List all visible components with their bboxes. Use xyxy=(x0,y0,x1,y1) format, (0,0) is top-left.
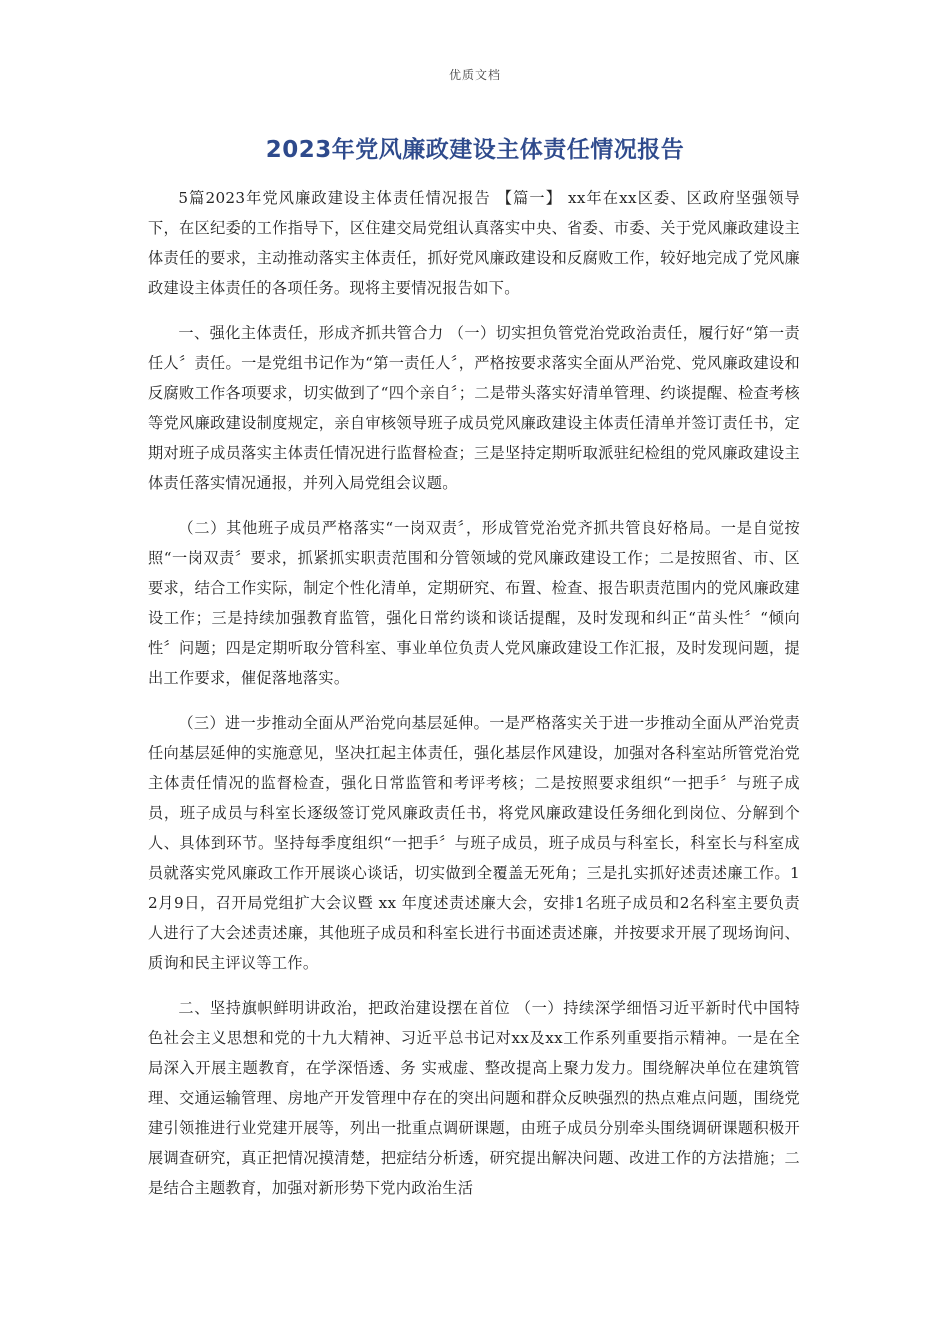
header-note: 优质文档 xyxy=(448,68,501,82)
paragraph-section-2-1: 二、坚持旗帜鲜明讲政治，把政治建设摆在首位 （一）持续深学细悟习近平新时代中国特色社会主义思想和党的十九大精神、习近平总书记对xx及xx工作系列重要指示精神。一是在全局深入开展主题教育，在学深悟透、务 实戒虚、整改提高上聚力发力。围绕解决单位在建筑管理、交通运输管理、房地产开发管理中存在的突出问题和群众反映强烈的热点难点问题，围绕党建引领推进行业党建开展等，列出一批重点调研课题，由班子成员分别牵头围绕调研课题积极开展调查研究，真正把情况摸清楚，把症结分析透，研究提出解决问题、改进工作的方法措施；二是结合主题教育，加强对新形势下党内政治生活 xyxy=(148,999,800,1197)
paragraph-section-1-3: （三）进一步推动全面从严治党向基层延伸。一是严格落实关于进一步推动全面从严治党责任向基层延伸的实施意见，坚决扛起主体责任，强化基层作风建设，加强对各科室站所管党治党主体责任情况的监督检查，强化日常监管和考评考核；二是按照要求组织“一把手〞与班子成员，班子成员与科室长逐级签订党风廉政责任书，将党风廉政建设任务细化到岗位、分解到个人、具体到环节。坚持每季度组织“一把手〞与班子成员，班子成员与科室长，科室长与科室成员就落实党风廉政工作开展谈心谈话，切实做到全覆盖无死角；三是扎实抓好述责述廉工作。12月9日，召开局党组扩大会议暨 xx 年度述责述廉大会，安排1名班子成员和2名科室主要负责人进行了大会述责述廉，其他班子成员和科室长进行书面述责述廉，并按要求开展了现场询问、质询和民主评议等工作。 xyxy=(148,714,800,972)
paragraph-section-1-2: （二）其他班子成员严格落实“一岗双责〞，形成管党治党齐抓共管良好格局。一是自觉按照“一岗双责〞要求，抓紧抓实职责范围和分管领域的党风廉政建设工作；二是按照省、市、区要求，结合工作实际，制定个性化清单，定期研究、布置、检查、报告职责范围内的党风廉政建设工作；三是持续加强教育监管，强化日常约谈和谈话提醒，及时发现和纠正“苗头性〞“倾向性〞问题；四是定期听取分管科室、事业单位负责人党风廉政建设工作汇报，及时发现问题，提出工作要求，催促落地落实。 xyxy=(148,519,800,687)
document-body xyxy=(148,183,800,1218)
paragraph-section-1-1: 一、强化主体责任，形成齐抓共管合力 （一）切实担负管党治党政治责任，履行好“第一责任人〞责任。一是党组书记作为“第一责任人〞，严格按要求落实全面从严治党、党风廉政建设和反腐败工作各项要求，切实做到了“四个亲自〞；二是带头落实好清单管理、约谈提醒、检查考核等党风廉政建设制度规定，亲自审核领导班子成员党风廉政建设主体责任清单并签订责任书，定期对班子成员落实主体责任情况进行监督检查；三是坚持定期听取派驻纪检组的党风廉政建设主体责任落实情况通报，并列入局党组会议题。 xyxy=(148,324,800,492)
paragraph-intro: 5篇2023年党风廉政建设主体责任情况报告 【篇一】 xx年在xx区委、区政府坚强领导下，在区纪委的工作指导下，区住建交局党组认真落实中央、省委、市委、关于党风廉政建设主体责任的要求，主动推动落实主体责任，抓好党风廉政建设和反腐败工作，较好地完成了党风廉政建设主体责任的各项任务。现将主要情况报告如下。 xyxy=(148,189,800,297)
document-title: 2023年党风廉政建设主体责任情况报告 xyxy=(265,137,685,163)
